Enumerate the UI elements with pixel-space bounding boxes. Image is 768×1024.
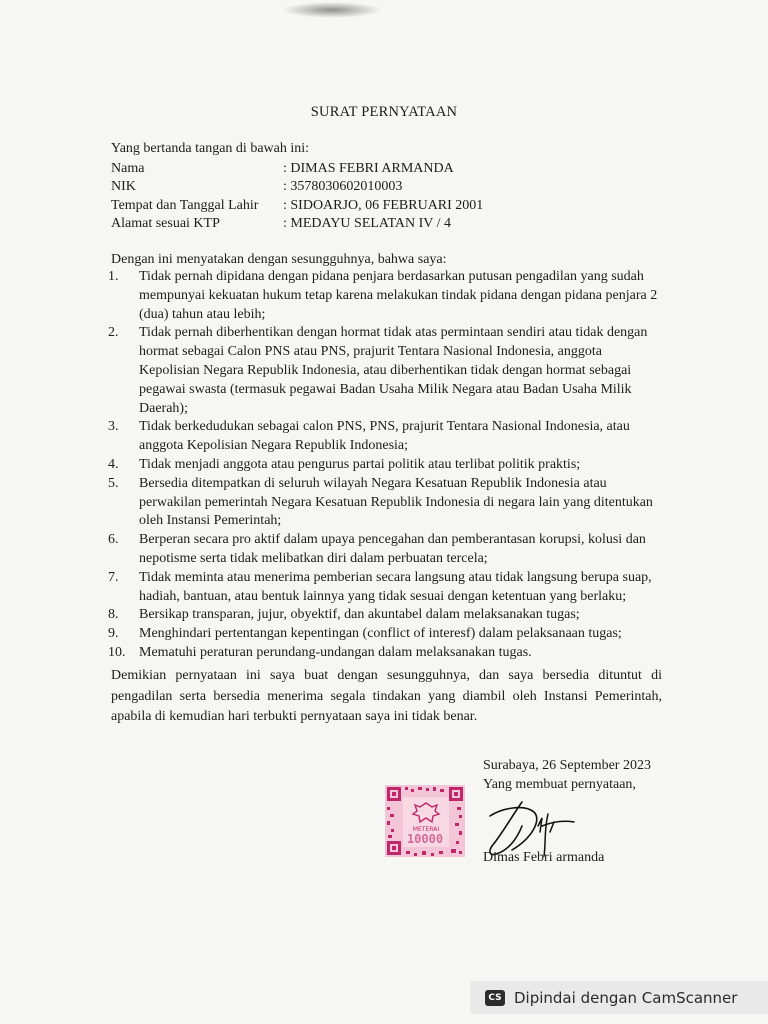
document-title: SURAT PERNYATAAN <box>310 104 458 120</box>
identity-label: Alamat sesuai KTP <box>111 216 220 232</box>
list-item-number: 5. <box>108 475 119 491</box>
closing-paragraph: Demikian pernyataan ini saya buat dengan sesungguhnya, dan saya bersedia dituntut di pengadilan serta bersedia menerima segala tindakan yang diambil oleh Instansi Pemerintah, apabila di kemudian hari terbukti pernyataan saya ini tidak benar. <box>111 668 662 724</box>
list-item <box>108 456 663 475</box>
list-item <box>108 606 663 625</box>
list-item-number: 8. <box>108 607 119 623</box>
list-item-number: 2. <box>108 325 119 341</box>
list-item <box>108 569 663 607</box>
list-item <box>108 324 663 418</box>
identity-value: : 3578030602010003 <box>283 179 403 195</box>
scan-smudge <box>282 2 382 18</box>
list-item <box>108 475 663 531</box>
list-item <box>108 531 663 569</box>
statement-lead: Dengan ini menyatakan dengan sesungguhnya, bahwa saya: <box>111 252 447 267</box>
statement-list <box>108 268 663 663</box>
list-item-text: Mematuhi peraturan perundang-undangan dalam melaksanakan tugas. <box>139 644 532 660</box>
meterai-amount: 10000 <box>406 832 444 846</box>
list-item-number: 9. <box>108 626 119 642</box>
intro-text: Yang bertanda tangan di bawah ini: <box>111 141 310 156</box>
identity-label: Nama <box>111 161 145 176</box>
list-item <box>108 268 663 324</box>
list-item <box>108 418 663 456</box>
identity-row-address <box>111 216 483 234</box>
identity-row-birth <box>111 198 483 216</box>
list-item-number: 6. <box>108 532 119 548</box>
list-item-text: Bersedia ditempatkan di seluruh wilayah Negara Kesatuan Republik Indonesia atau perwakilan pemerintah Negara Kesatuan Republik Indonesia di negara lain yang ditentukan oleh Instansi Pemerintah; <box>139 475 653 529</box>
identity-row-nik <box>111 179 483 197</box>
list-item-number: 4. <box>108 456 119 472</box>
list-item-number: 3. <box>108 419 119 435</box>
list-item-number: 7. <box>108 569 119 585</box>
identity-row-name <box>111 161 483 179</box>
identity-value: : DIMAS FEBRI ARMANDA <box>283 161 454 176</box>
signer-name: Dimas Febri armanda <box>483 850 605 865</box>
identity-label: Tempat dan Tanggal Lahir <box>111 197 259 213</box>
place-date: Surabaya, 26 September 2023 <box>483 758 651 773</box>
list-item-text: Berperan secara pro aktif dalam upaya pencegahan dan pemberantasan korupsi, kolusi dan nepotisme serta tidak melibatkan diri dalam perbuatan tercela; <box>139 532 646 566</box>
list-item-text: Tidak berkedudukan sebagai calon PNS, PNS, prajurit Tentara Nasional Indonesia, atau anggota Kepolisian Negara Republik Indonesia; <box>139 419 630 454</box>
meterai-caption: METERAI <box>412 826 440 833</box>
list-item-number: 1. <box>108 269 119 284</box>
list-item-text: Tidak pernah dipidana dengan pidana penjara berdasarkan putusan pengadilan yang sudah mempunyai kekuatan hukum tetap karena melakukan tindak pidana dengan pidana penjara 2 (dua) tahun atau lebih; <box>139 269 658 322</box>
list-item <box>108 625 663 644</box>
list-item-text: Tidak meminta atau menerima pemberian secara langsung atau tidak langsung berupa suap, hadiah, bantuan, atau bentuk lainnya yang tidak sesuai dengan ketentuan yang berlaku; <box>139 569 652 604</box>
camscanner-logo-icon: CS <box>485 990 505 1006</box>
list-item-number: 10. <box>108 644 126 660</box>
list-item-text: Menghindari pertentangan kepentingan (conflict of interesf) dalam pelaksanaan tugas; <box>139 626 622 642</box>
identity-value: : SIDOARJO, 06 FEBRUARI 2001 <box>283 197 484 213</box>
identity-label: NIK <box>111 179 136 195</box>
list-item-text: Bersikap transparan, jujur, obyektif, dan akuntabel dalam melaksanakan tugas; <box>139 607 580 623</box>
camscanner-watermark <box>470 981 768 1014</box>
identity-block <box>111 161 483 235</box>
list-item-text: Tidak menjadi anggota atau pengurus partai politik atau terlibat politik praktis; <box>139 456 581 472</box>
identity-value: : MEDAYU SELATAN IV / 4 <box>283 216 452 232</box>
list-item-text: Tidak pernah diberhentikan dengan hormat tidak atas permintaan sendiri atau tidak dengan hormat sebagai Calon PNS atau PNS, prajurit Tentara Nasional Indonesia, anggota Kepolisian Negara Republik Indonesia, atau diberhentikan tidak dengan hormat sebagai pegawai swasta (termasuk pegawai Badan Usaha Milik Negara atau Badan Usaha Milik Daerah); <box>139 325 648 416</box>
camscanner-text: Dipindai dengan CamScanner <box>514 988 738 1007</box>
meterai-stamp <box>385 785 465 857</box>
signer-role: Yang membuat pernyataan, <box>483 777 636 792</box>
list-item <box>108 644 663 663</box>
